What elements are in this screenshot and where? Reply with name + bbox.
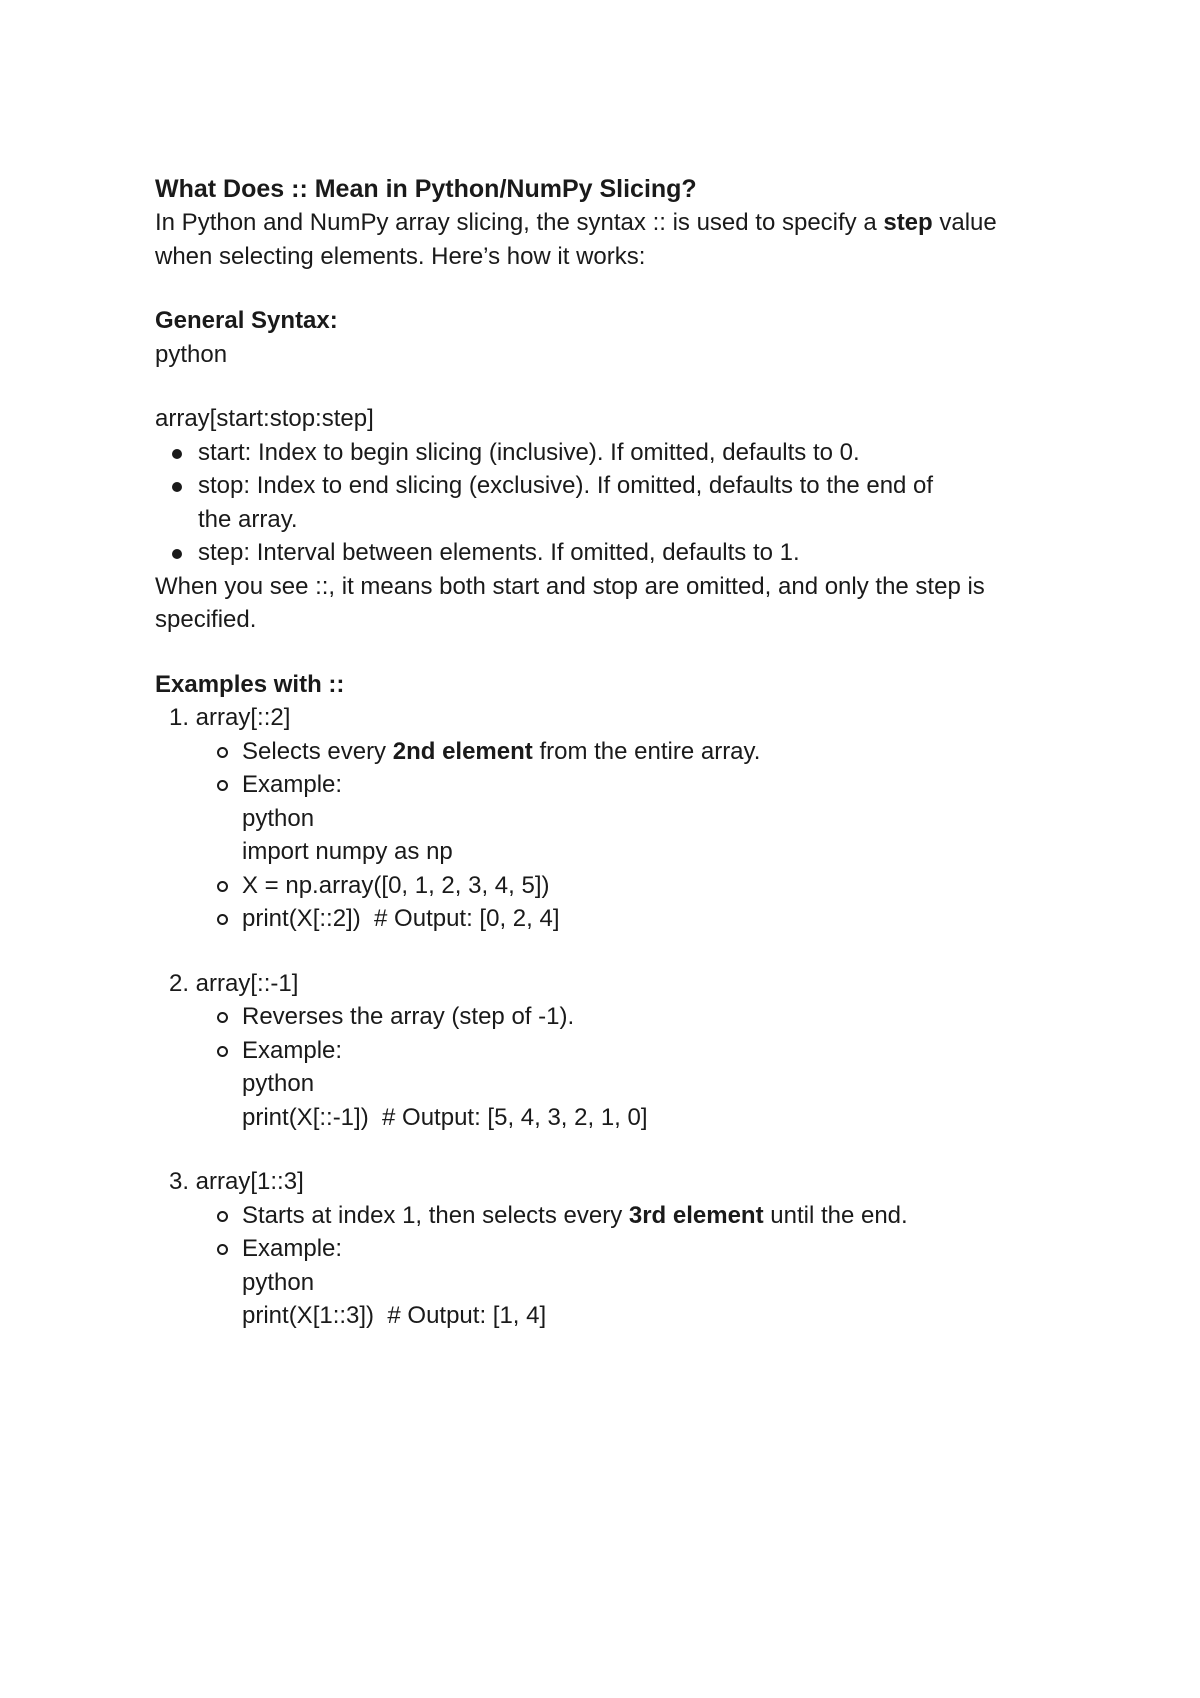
desc-bold: 2nd element xyxy=(392,737,533,765)
examples-list xyxy=(155,701,1055,1333)
code-language-label: python xyxy=(242,1070,315,1097)
code-line: print(X[1::3]) # Output: [1, 4] xyxy=(242,1302,547,1329)
summary-line-1: When you see ::, it means both start and stop are omitted, and only the step is xyxy=(155,572,985,600)
example-description xyxy=(242,1199,1055,1233)
page-title: What Does :: Mean in Python/NumPy Slicing? xyxy=(155,175,697,203)
example-description xyxy=(242,735,1055,769)
desc-text-tail: until the end. xyxy=(763,1201,908,1229)
example-label: Example: xyxy=(242,1034,1055,1068)
bullet-step: step: Interval between elements. If omitted, defaults to 1. xyxy=(198,536,1055,570)
code-line: import numpy as np xyxy=(242,838,453,865)
example-title: 2. array[::-1] xyxy=(169,969,299,997)
general-syntax-code: array[start:stop:step] xyxy=(155,405,374,432)
desc-text-tail: from the entire array. xyxy=(532,737,761,765)
code-line: X = np.array([0, 1, 2, 3, 4, 5]) xyxy=(242,869,1055,903)
code-language-label: python xyxy=(242,1268,315,1296)
intro-bold-step: step xyxy=(883,209,933,236)
code-language-label: python xyxy=(242,804,315,832)
code-language-label: python xyxy=(155,340,228,368)
example-title: 1. array[::2] xyxy=(169,704,291,731)
intro-line-1 xyxy=(155,206,1055,240)
example-item-2 xyxy=(155,967,1055,1166)
example-label: Example: xyxy=(242,1232,1055,1266)
intro-text-tail: value xyxy=(932,209,997,236)
general-syntax-heading: General Syntax: xyxy=(155,307,338,334)
example-sublist xyxy=(155,735,1055,936)
example-title: 3. array[1::3] xyxy=(169,1168,304,1195)
desc-bold: 3rd element xyxy=(628,1201,764,1229)
code-line: print(X[::-1]) # Output: [5, 4, 3, 2, 1, 0] xyxy=(242,1103,648,1131)
bullet-stop-line-1: stop: Index to end slicing (exclusive). If omitted, defaults to the end of xyxy=(198,472,934,499)
examples-heading: Examples with :: xyxy=(155,670,345,698)
example-item-3 xyxy=(155,1165,1055,1333)
example-sublist xyxy=(155,1000,1055,1134)
example-sublist xyxy=(155,1199,1055,1333)
bullet-stop-line-2: the array. xyxy=(198,505,298,533)
example-label: Example: xyxy=(242,768,1055,802)
bullet-stop xyxy=(198,469,1055,536)
intro-line-2: when selecting elements. Here’s how it works: xyxy=(155,242,646,270)
intro-text: In Python and NumPy array slicing, the syntax :: is used to specify a xyxy=(155,209,884,236)
bullet-start: start: Index to begin slicing (inclusive). If omitted, defaults to 0. xyxy=(198,436,1055,470)
code-line: print(X[::2]) # Output: [0, 2, 4] xyxy=(242,902,1055,936)
document-page xyxy=(155,173,1055,1333)
desc-text: Selects every xyxy=(242,737,393,765)
example-description: Reverses the array (step of -1). xyxy=(242,1000,1055,1034)
syntax-bullet-list xyxy=(155,436,1055,570)
summary-line-2: specified. xyxy=(155,606,257,633)
desc-text: Starts at index 1, then selects every xyxy=(242,1201,629,1229)
example-item-1 xyxy=(155,701,1055,967)
